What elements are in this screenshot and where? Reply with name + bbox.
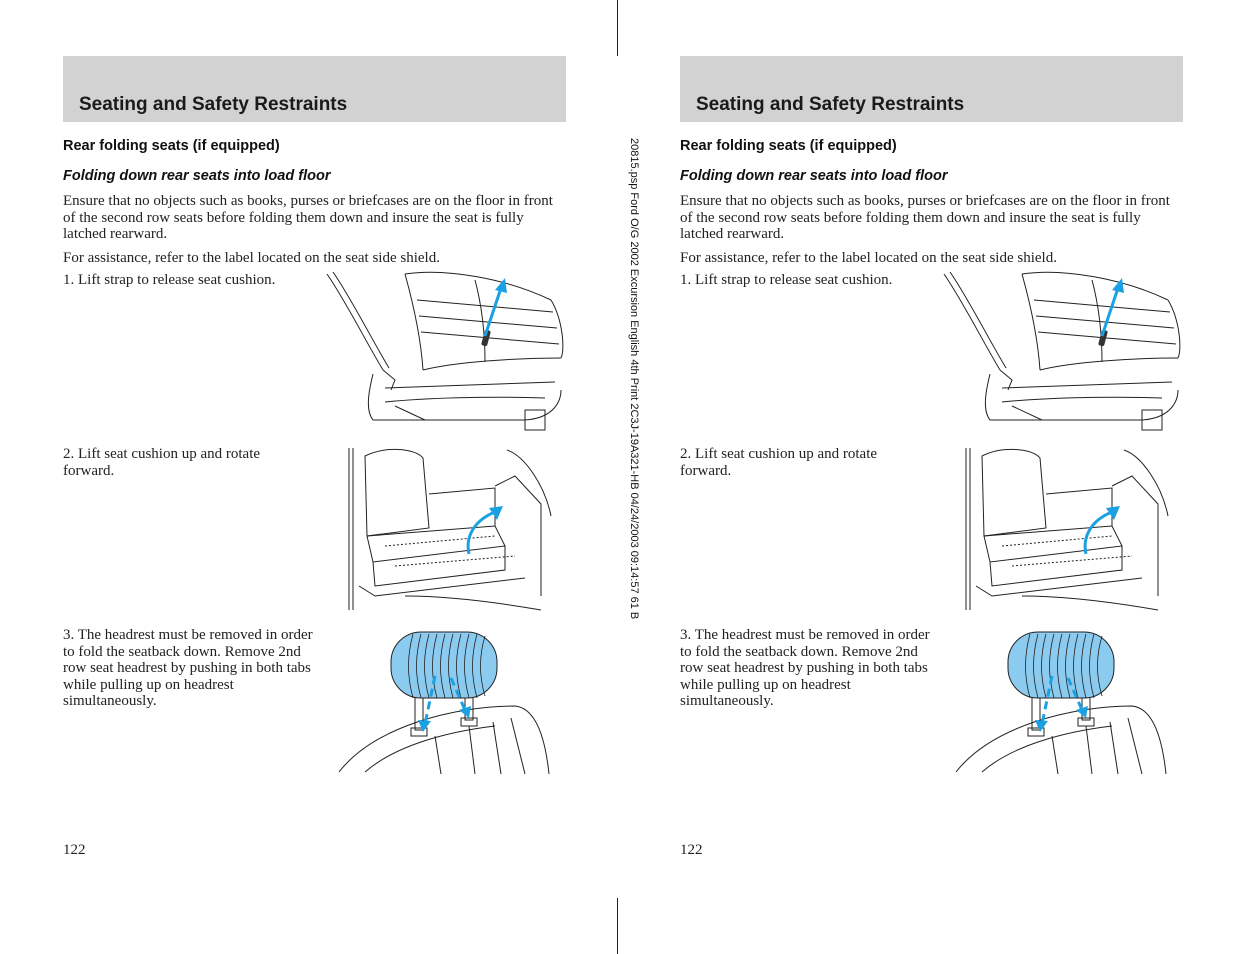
paragraph-objects: Ensure that no objects such as books, purses or briefcases are on the floor in front of the second row seats before folding them down and insure the seat is fully latched rearward.: [63, 193, 553, 242]
step-2: 2. Lift seat cushion up and rotate forward.: [680, 446, 878, 479]
crop-mark-top: [617, 0, 618, 56]
step-1: 1. Lift strap to release seat cushion.: [63, 272, 276, 288]
section-title: Seating and Safety Restraints: [79, 94, 348, 115]
subsubheading: Folding down rear seats into load floor: [680, 168, 948, 184]
paragraph-objects: Ensure that no objects such as books, purses or briefcases are on the floor in front of the second row seats before folding them down and insure the seat is fully latched rearward.: [680, 193, 1170, 242]
paragraph-assistance: For assistance, refer to the label located on the seat side shield.: [63, 250, 440, 266]
step-3: 3. The headrest must be removed in order to fold the seatback down. Remove 2nd row seat headrest by pushing in both tabs while pulling up on headrest simultaneously.: [680, 627, 930, 709]
headrest-removal-illustration: [335, 626, 553, 776]
page-number: 122: [63, 842, 86, 858]
step-2: 2. Lift seat cushion up and rotate forward.: [63, 446, 261, 479]
page-number: 122: [680, 842, 703, 858]
subsubheading: Folding down rear seats into load floor: [63, 168, 331, 184]
section-header: [63, 56, 566, 122]
section-header: [680, 56, 1183, 122]
seat-cushion-rotate-illustration: [962, 446, 1172, 614]
step-3: 3. The headrest must be removed in order to fold the seatback down. Remove 2nd row seat headrest by pushing in both tabs while pulling up on headrest simultaneously.: [63, 627, 313, 709]
paragraph-assistance: For assistance, refer to the label located on the seat side shield.: [680, 250, 1057, 266]
headrest-removal-illustration: [952, 626, 1170, 776]
seat-cushion-rotate-illustration: [345, 446, 555, 614]
seat-strap-illustration: [942, 270, 1182, 434]
right-page: [680, 0, 1183, 954]
step-1: 1. Lift strap to release seat cushion.: [680, 272, 893, 288]
section-title: Seating and Safety Restraints: [696, 94, 965, 115]
subheading: Rear folding seats (if equipped): [680, 138, 897, 154]
left-page: [63, 0, 566, 954]
print-slug-text: 20815.psp Ford O/G 2002 Excursion English 4th Print 2C3J-19A321-HB 04/24/2003 09:14:57 61 B: [628, 138, 640, 620]
crop-mark-bottom: [617, 898, 618, 954]
subheading: Rear folding seats (if equipped): [63, 138, 280, 154]
seat-strap-illustration: [325, 270, 565, 434]
print-slug: [628, 138, 640, 620]
